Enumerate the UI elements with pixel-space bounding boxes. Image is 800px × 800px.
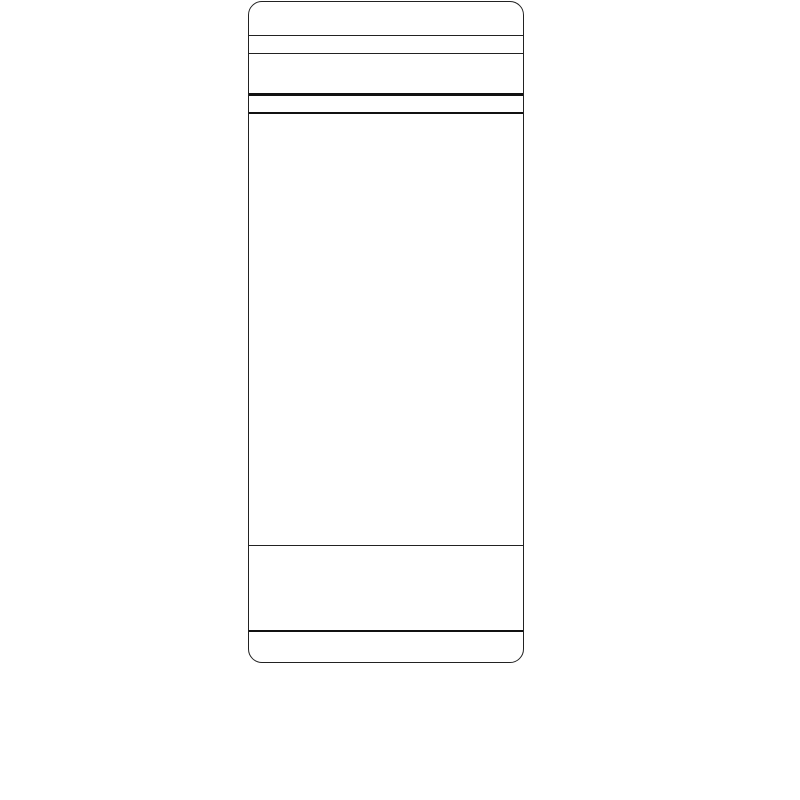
- divider: [249, 545, 523, 546]
- serving-size-row: [249, 35, 523, 53]
- divider: [249, 53, 523, 54]
- nutrition-facts-label: [248, 1, 524, 663]
- thick-divider: [249, 630, 523, 632]
- thick-divider: [249, 112, 523, 114]
- thick-divider: [249, 93, 523, 96]
- ingredients-row: [254, 638, 260, 655]
